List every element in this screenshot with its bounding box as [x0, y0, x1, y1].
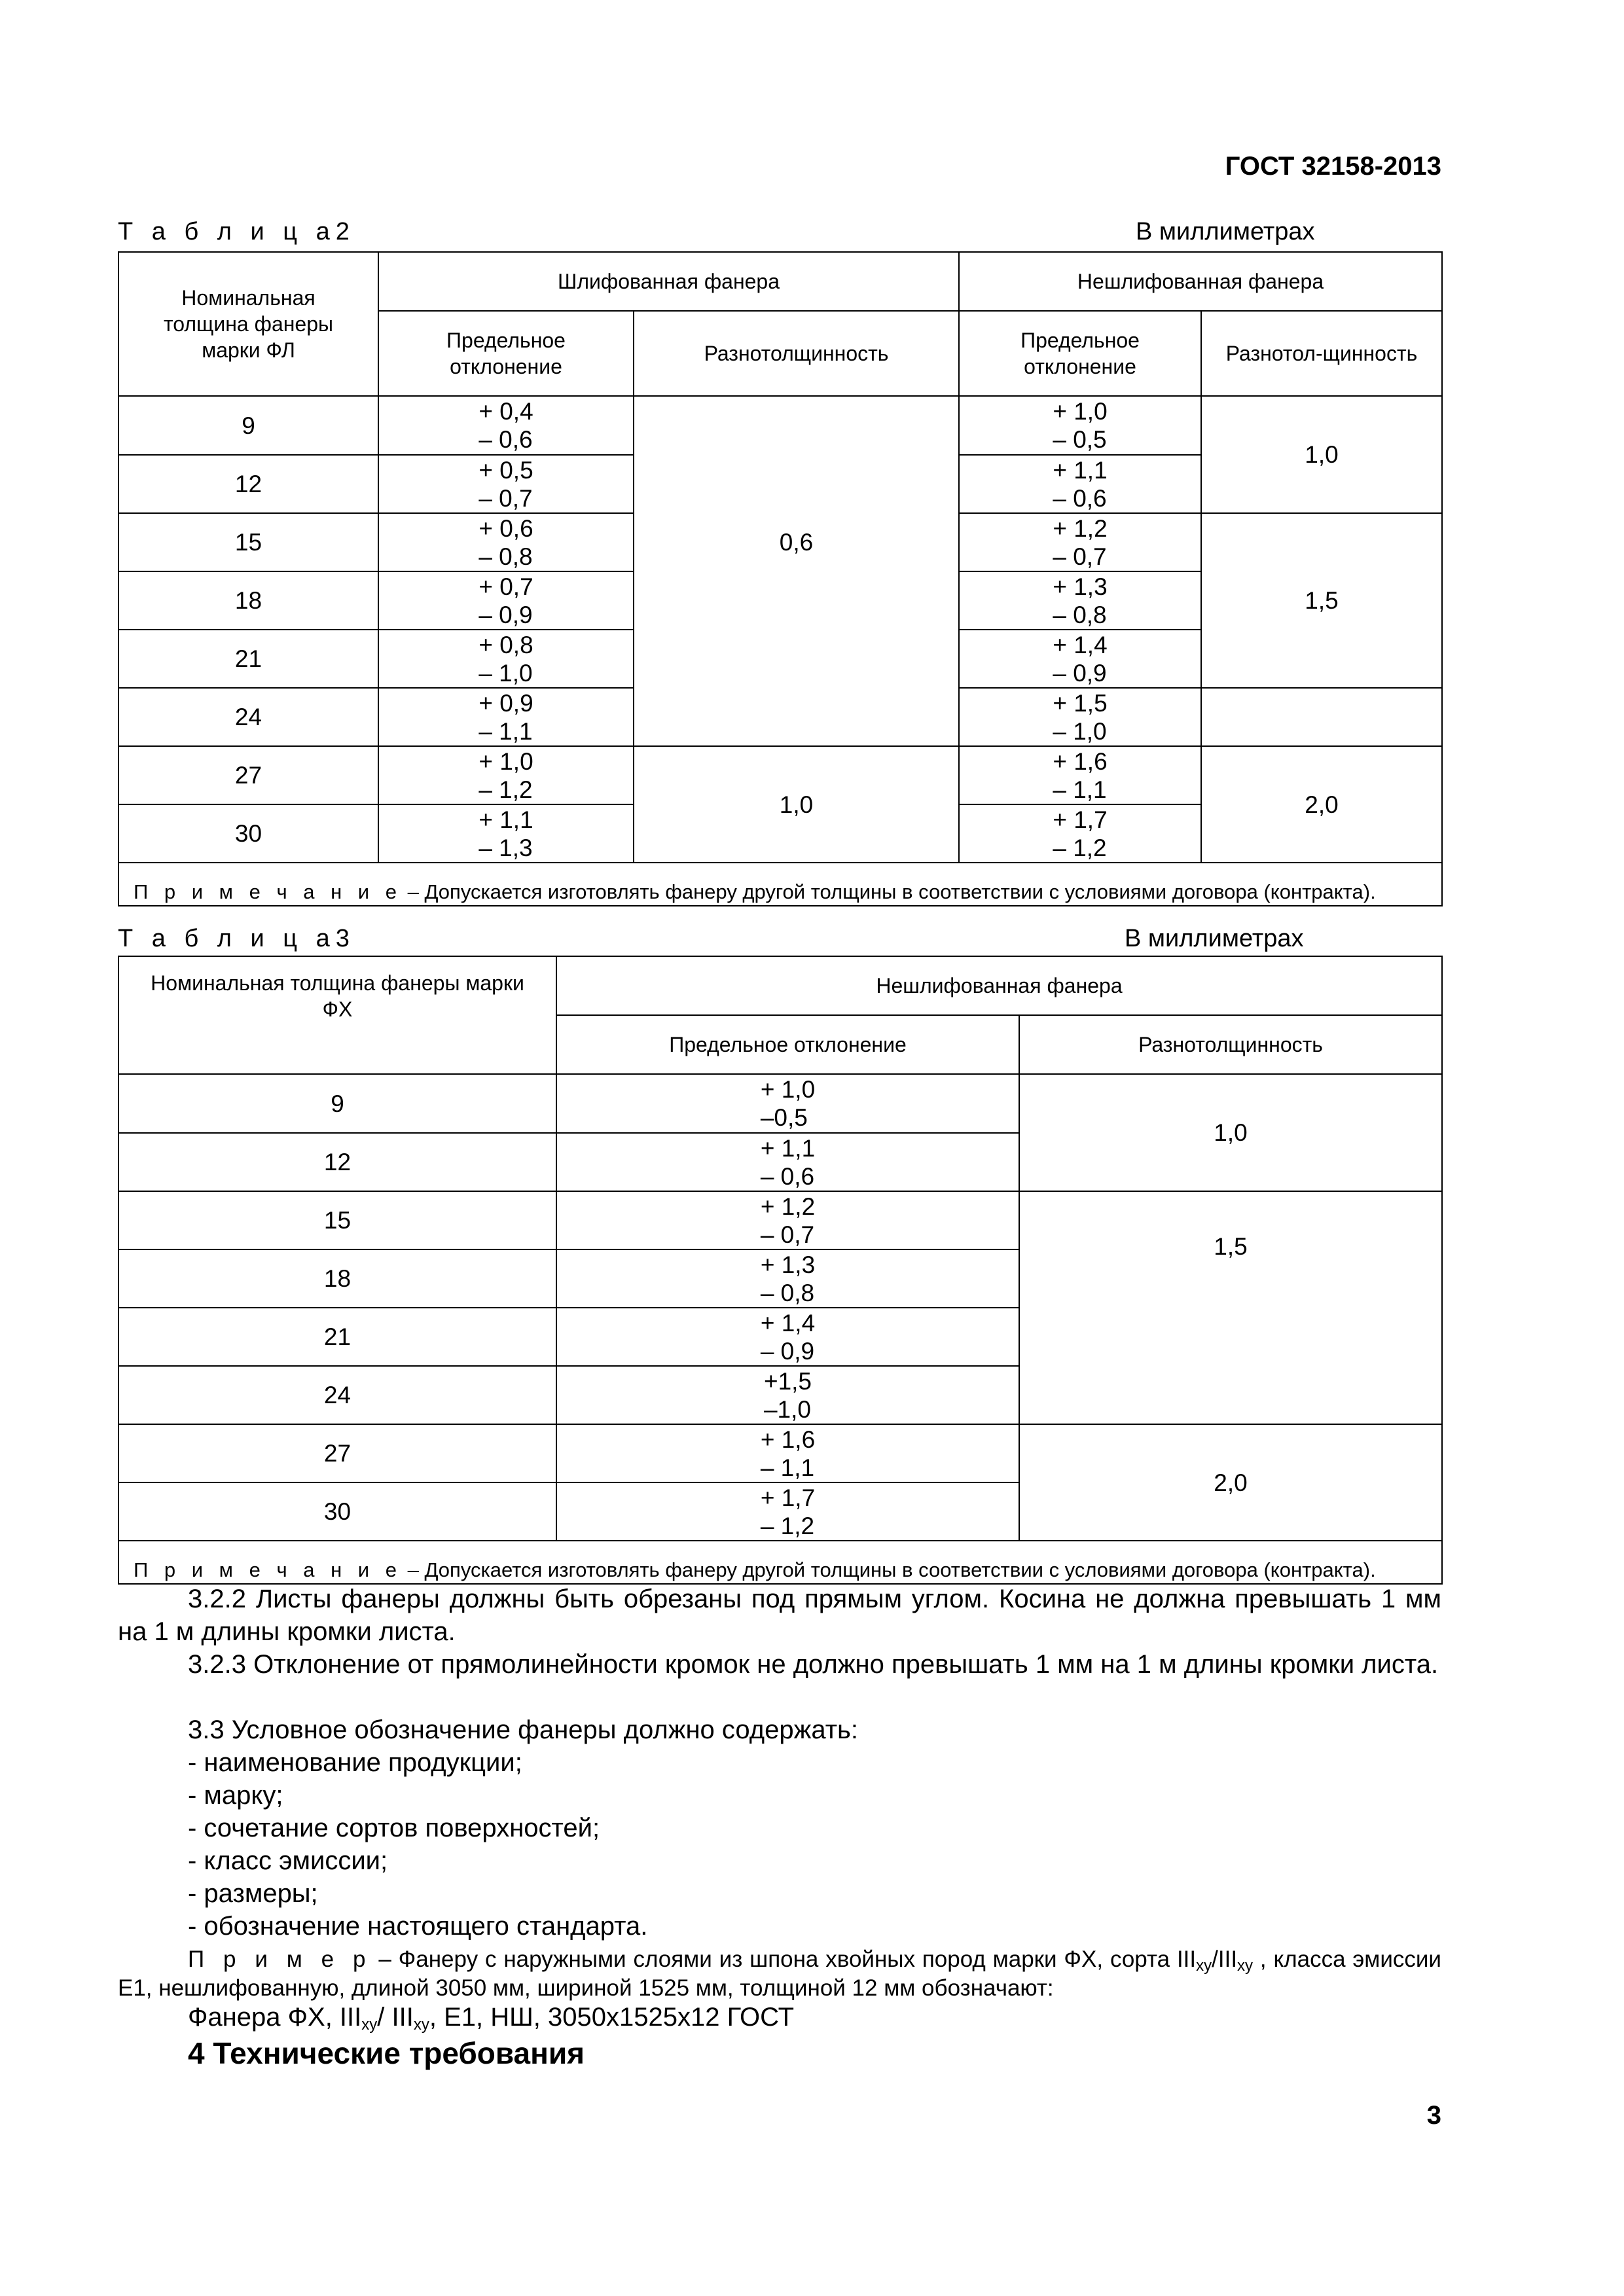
page-number: 3 — [1426, 2101, 1441, 2130]
col-sanded-header: Шлифованная фанера — [378, 252, 959, 311]
deviation-cell: + 1,2 – 0,7 — [556, 1191, 1019, 1249]
table3 — [118, 956, 1443, 1585]
unsanded-deviation-cell: + 1,3 – 0,8 — [959, 571, 1201, 630]
sanded-deviation-cell: + 1,0 – 1,2 — [378, 746, 634, 804]
sanded-var-cell: 1,0 — [634, 746, 959, 863]
table3-caption: Т а б л и ц а3 — [118, 925, 350, 952]
thickness-cell: 12 — [118, 1133, 556, 1191]
thickness-cell: 15 — [118, 513, 378, 571]
col-unsanded-header: Нешлифованная фанера — [556, 956, 1442, 1015]
table2-caption: Т а б л и ц а2 — [118, 218, 350, 245]
sanded-deviation-cell: + 0,4 – 0,6 — [378, 396, 634, 455]
sanded-deviation-cell: + 0,5 – 0,7 — [378, 455, 634, 513]
thickness-cell: 21 — [118, 1308, 556, 1366]
sanded-deviation-cell: + 0,9 – 1,1 — [378, 688, 634, 746]
thickness-cell: 30 — [118, 1482, 556, 1541]
thickness-cell: 24 — [118, 1366, 556, 1424]
deviation-cell: + 1,3 – 0,8 — [556, 1249, 1019, 1308]
table-row — [118, 688, 1442, 746]
sanded-var-header: Разнотолщинность — [634, 311, 959, 396]
table-row — [118, 1191, 1442, 1249]
designation-example: Фанера ФХ, $III_{xy}/$ $III_{xy}$, Е1, НШ, 3050х1525х12 ГОСТ — [188, 2003, 795, 2034]
thickness-cell: 9 — [118, 396, 378, 455]
thickness-cell: 9 — [118, 1074, 556, 1133]
deviation-cell: + 1,7 – 1,2 — [556, 1482, 1019, 1541]
thickness-cell: 24 — [118, 688, 378, 746]
unsanded-deviation-cell: + 1,2 – 0,7 — [959, 513, 1201, 571]
thickness-cell: 27 — [118, 1424, 556, 1482]
list-item: - сочетание сортов поверхностей; — [188, 1814, 600, 1842]
col-thickness-header: Номинальная толщина фанеры марки ФХ — [118, 956, 556, 1074]
list-item: - размеры; — [188, 1879, 318, 1908]
paragraph-3-2-3: 3.2.3 Отклонение от прямолинейности кромок не должно превышать 1 мм на 1 м длины кромки листа. — [188, 1650, 1439, 1679]
unsanded-deviation-cell: + 1,4 – 0,9 — [959, 630, 1201, 688]
unsanded-var-cell: 1,5 — [1201, 513, 1442, 688]
thickness-cell: 18 — [118, 1249, 556, 1308]
table2-units: В миллиметрах — [1136, 218, 1315, 245]
thickness-cell: 21 — [118, 630, 378, 688]
sanded-var-cell: 0,6 — [634, 396, 959, 688]
sanded-deviation-cell: + 0,6 – 0,8 — [378, 513, 634, 571]
table-row — [118, 1074, 1442, 1133]
paragraph-3-2-2: 3.2.2 Листы фанеры должны быть обрезаны под прямым углом. Косина не должна превышать 1 мм на 1 м длины кромки листа. — [118, 1585, 1441, 1646]
table3-units: В миллиметрах — [1125, 925, 1304, 952]
deviation-cell: + 1,6 – 1,1 — [556, 1424, 1019, 1482]
list-item: - марку; — [188, 1781, 283, 1810]
list-item: - класс эмиссии; — [188, 1846, 388, 1875]
document-header: ГОСТ 32158-2013 — [1225, 152, 1441, 181]
thickness-cell: 12 — [118, 455, 378, 513]
table3-note: П р и м е ч а н и е – Допускается изготовлять фанеру другой толщины в соответствии с условиями договора (контракта). — [118, 1541, 1442, 1584]
deviation-cell: + 1,1 – 0,6 — [556, 1133, 1019, 1191]
deviation-cell: + 1,0 –0,5 — [556, 1074, 1019, 1133]
unsanded-var-cell: 1,0 — [1201, 396, 1442, 513]
unsanded-deviation-header: Предельное отклонение — [959, 311, 1201, 396]
sanded-var-cell — [634, 688, 959, 746]
list-item: - наименование продукции; — [188, 1748, 522, 1777]
list-item: - обозначение настоящего стандарта. — [188, 1912, 648, 1941]
unsanded-deviation-cell: + 1,6 – 1,1 — [959, 746, 1201, 804]
example-paragraph: П р и м е р – Фанеру с наружными слоями из шпона хвойных пород марки ФХ, сорта $III_{xy}/III_{xy}$ , класса эмиссии Е1, нешлифованную, длиной 3050 мм, шириной 1525 мм, толщиной 12 мм обозначают: — [118, 1946, 1441, 2001]
thickness-cell: 27 — [118, 746, 378, 804]
deviation-cell: + 1,4 – 0,9 — [556, 1308, 1019, 1366]
thickness-cell: 18 — [118, 571, 378, 630]
thickness-cell: 15 — [118, 1191, 556, 1249]
deviation-header: Предельное отклонение — [556, 1015, 1019, 1074]
section-title: 4 Технические требования — [188, 2036, 585, 2070]
table2-note: П р и м е ч а н и е – Допускается изготовлять фанеру другой толщины в соответствии с условиями договора (контракта). — [118, 863, 1442, 906]
deviation-cell: +1,5 –1,0 — [556, 1366, 1019, 1424]
thickness-var-cell: 1,5 — [1019, 1191, 1442, 1424]
table2 — [118, 251, 1443, 906]
unsanded-var-header: Разнотол-щинность — [1201, 311, 1442, 396]
table-row — [118, 746, 1442, 804]
col-thickness-header: Номинальная толщина фанеры марки ФЛ — [118, 252, 378, 396]
unsanded-deviation-cell: + 1,7 – 1,2 — [959, 804, 1201, 863]
unsanded-deviation-cell: + 1,1 – 0,6 — [959, 455, 1201, 513]
unsanded-deviation-cell: + 1,5 – 1,0 — [959, 688, 1201, 746]
sanded-deviation-cell: + 0,8 – 1,0 — [378, 630, 634, 688]
sanded-deviation-header: Предельное отклонение — [378, 311, 634, 396]
table-row — [118, 396, 1442, 455]
unsanded-deviation-cell: + 1,0 – 0,5 — [959, 396, 1201, 455]
sanded-deviation-cell: + 1,1 – 1,3 — [378, 804, 634, 863]
thickness-var-cell: 1,0 — [1019, 1074, 1442, 1191]
col-unsanded-header: Нешлифованная фанера — [959, 252, 1442, 311]
unsanded-var-cell: 2,0 — [1201, 746, 1442, 863]
thickness-var-header: Разнотолщинность — [1019, 1015, 1442, 1074]
paragraph-3-3: 3.3 Условное обозначение фанеры должно содержать: — [188, 1715, 858, 1744]
thickness-var-cell: 2,0 — [1019, 1424, 1442, 1541]
thickness-cell: 30 — [118, 804, 378, 863]
sanded-deviation-cell: + 0,7 – 0,9 — [378, 571, 634, 630]
table-row — [118, 1424, 1442, 1482]
unsanded-var-cell — [1201, 688, 1442, 746]
